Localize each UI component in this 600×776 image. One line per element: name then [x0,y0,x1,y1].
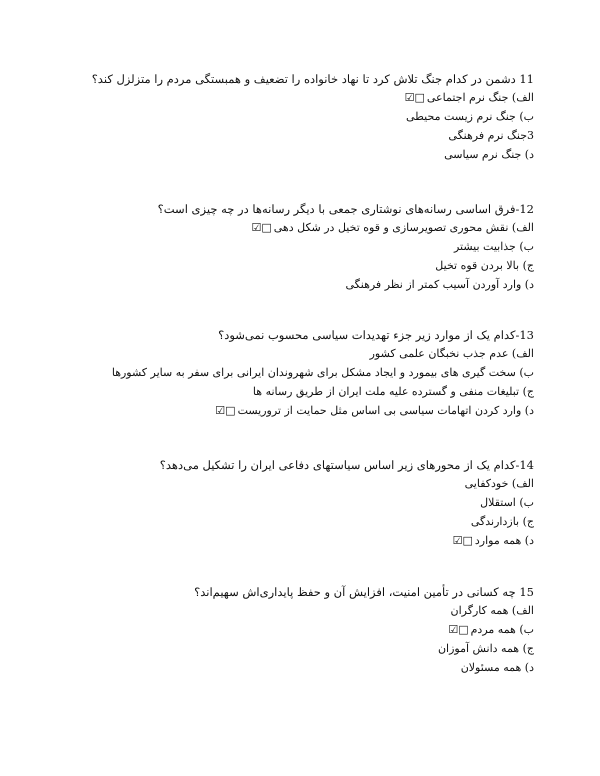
option-text: د) وارد آوردن آسیب کمتر از نظر فرهنگی [345,278,534,291]
question-14 [94,456,534,550]
option [94,126,534,145]
question-13 [94,326,534,420]
option-text: ب) جنگ نرم زیست محیطی [405,110,534,123]
option [94,620,534,639]
option [94,639,534,658]
checkmark-icon: □☑ [215,404,236,417]
option-text: د) جنگ نرم سیاسی [444,148,534,161]
option-text: الف) خودکفایی [464,477,534,490]
option [94,256,534,275]
option-text: د) همه موارد [474,534,534,547]
option-text: ج) تبلیغات منفی و گسترده علیه ملت ایران از طریق رسانه ها [252,385,534,398]
checkmark-icon: □☑ [404,91,425,104]
option [94,344,534,363]
option [94,145,534,164]
option-text: ج) همه دانش آموزان [437,642,534,655]
option-text: ب) همه مردم [470,623,534,636]
question-title: 12-فرق اساسی رسانه‌های نوشتاری جمعی با دیگر رسانه‌ها در چه چیزی است؟ [157,202,534,216]
option [94,88,534,107]
question-title: 14-کدام یک از محورهای زیر اساس سیاستهای دفاعی ایران را تشکیل می‌دهد؟ [159,458,534,472]
option-text: الف) همه کارگران [450,604,534,617]
question-title: 11 دشمن در کدام جنگ تلاش کرد تا نهاد خانواده را تضعیف و همبستگی مردم را متزلزل کند؟ [91,72,534,86]
option [94,107,534,126]
option-text: الف) عدم جذب نخبگان علمی کشور [369,347,534,360]
option-text: 3جنگ نرم فرهنگی [448,129,534,142]
question-12 [94,200,534,294]
option [94,512,534,531]
option-text: ب) استقلال [480,496,534,509]
question-15 [94,583,534,677]
option [94,531,534,550]
question-title: 15 چه کسانی در تأمین امنیت، افزایش آن و حفظ پایداری‌اش سهیم‌اند؟ [194,585,534,599]
option [94,474,534,493]
checkmark-icon: □☑ [448,623,469,636]
option-text: الف) نقش محوری تصویرسازی و قوه تخیل در شکل دهی [273,221,534,234]
option [94,658,534,677]
question-11 [91,70,534,164]
option [94,218,534,237]
option-text: د) همه مسئولان [460,661,534,674]
option [94,363,534,382]
option-text: د) وارد کردن اتهامات سیاسی بی اساس مثل حمایت از تروریست [237,404,534,417]
option-text: الف) جنگ نرم اجتماعی [426,91,534,104]
checkmark-icon: □☑ [251,221,272,234]
checkmark-icon: □☑ [452,534,473,547]
option [94,493,534,512]
option [94,237,534,256]
option [94,382,534,401]
option-text: ب) سخت گیری های بیمورد و ایجاد مشکل برای شهروندان ایرانی برای سفر به سایر کشورها [111,366,534,379]
option [94,275,534,294]
option-text: ج) بازدارندگی [470,515,534,528]
option [94,401,534,420]
option [94,601,534,620]
option-text: ج) بالا بردن قوه تخیل [435,259,534,272]
question-title: 13-کدام یک از موارد زیر جزء تهدیدات سیاسی محسوب نمی‌شود؟ [218,328,534,342]
option-text: ب) جذابیت بیشتر [453,240,534,253]
